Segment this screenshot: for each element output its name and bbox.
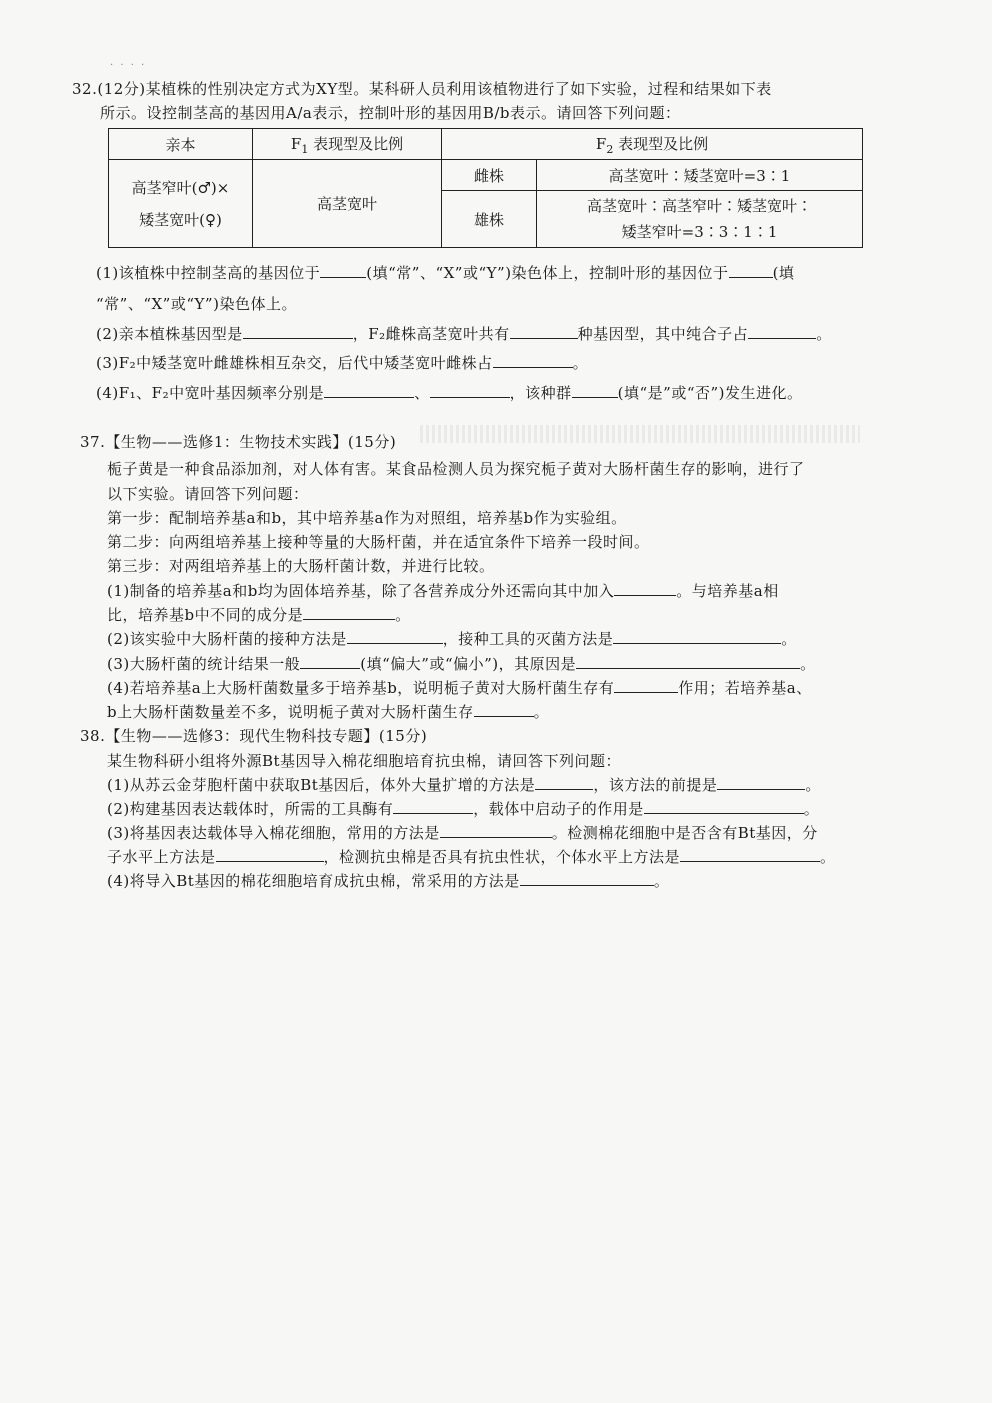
answer-blank[interactable] xyxy=(430,383,510,398)
header-f2: $F_2$ 表现型及比例 xyxy=(442,129,863,160)
parent-male: 高茎窄叶(♂)× xyxy=(131,178,230,197)
cell-female-result: 高茎宽叶∶矮茎宽叶=3∶1 xyxy=(537,160,863,191)
answer-blank[interactable] xyxy=(613,629,781,644)
q38-sub2: (2)构建基因表达载体时，所需的工具酶有 ，载体中启动子的作用是 。 xyxy=(107,800,820,818)
answer-blank[interactable] xyxy=(644,799,804,814)
q37-sub2: (2)该实验中大肠杆菌的接种方法是 ，接种工具的灭菌方法是 。 xyxy=(107,630,797,648)
answer-blank[interactable] xyxy=(300,654,360,669)
header-f1: $F_1$ 表现型及比例 xyxy=(253,129,442,160)
answer-blank[interactable] xyxy=(729,263,773,278)
answer-blank[interactable] xyxy=(320,263,366,278)
q38-intro: 某生物科研小组将外源Bt基因导入棉花细胞培育抗虫棉，请回答下列问题： xyxy=(107,752,622,770)
q38-sub1: (1)从苏云金芽胞杆菌中获取Bt基因后，体外大量扩增的方法是 ，该方法的前提是 。 xyxy=(107,776,821,794)
answer-blank[interactable] xyxy=(216,847,324,862)
cell-male-result xyxy=(537,191,863,248)
cell-female-label: 雌株 xyxy=(442,160,537,191)
answer-blank[interactable] xyxy=(493,353,573,368)
answer-blank[interactable] xyxy=(572,383,618,398)
q32-sub1-cont: “常”、“X”或“Y”)染色体上。 xyxy=(96,295,297,313)
answer-blank[interactable] xyxy=(614,581,676,596)
q37-sub1-cont: 比，培养基b中不同的成分是 。 xyxy=(107,606,411,624)
male-result-line1: 高茎宽叶∶高茎窄叶∶矮茎宽叶∶ xyxy=(586,197,812,215)
answer-blank[interactable] xyxy=(748,324,816,339)
cell-parent xyxy=(109,160,253,248)
answer-blank[interactable] xyxy=(535,775,593,790)
parent-female: 矮茎宽叶(♀) xyxy=(139,210,222,229)
scan-smudge xyxy=(420,425,860,443)
answer-blank[interactable] xyxy=(324,383,414,398)
q37-sub4-cont: b上大肠杆菌数量差不多，说明栀子黄对大肠杆菌生存 。 xyxy=(107,703,550,721)
cell-f1: 高茎宽叶 xyxy=(253,160,442,248)
q38-sub3-cont: 子水平上方法是 ，检测抗虫棉是否具有抗虫性状，个体水平上方法是 。 xyxy=(107,848,836,866)
q37-intro2: 以下实验。请回答下列问题： xyxy=(107,485,309,503)
answer-blank[interactable] xyxy=(243,324,353,339)
q32-line1: 32.(12分)某植株的性别决定方式为XY型。某科研人员利用该植物进行了如下实验，过程和结果如下表 xyxy=(72,80,772,98)
answer-blank[interactable] xyxy=(393,799,473,814)
cell-male-label: 雄株 xyxy=(442,191,537,248)
genetics-table xyxy=(108,128,863,248)
q37-title: 37.【生物——选修1：生物技术实践】(15分) xyxy=(80,433,397,451)
header-parent: 亲本 xyxy=(109,129,253,160)
q37-step1: 第一步：配制培养基a和b，其中培养基a作为对照组，培养基b作为实验组。 xyxy=(107,509,627,527)
q32-sub2: (2)亲本植株基因型是 ，F₂雌株高茎宽叶共有 种基因型，其中纯合子占 。 xyxy=(96,325,832,343)
q32-sub4: (4)F₁、F₂中宽叶基因频率分别是 、 ，该种群 (填“是”或“否”)发生进化。 xyxy=(96,384,803,402)
q38-sub4: (4)将导入Bt基因的棉花细胞培育成抗虫棉，常采用的方法是 。 xyxy=(107,872,670,890)
q38-title: 38.【生物——选修3：现代生物科技专题】(15分) xyxy=(80,727,428,745)
q37-step3: 第三步：对两组培养基上的大肠杆菌计数，并进行比较。 xyxy=(107,557,495,575)
q37-sub4: (4)若培养基a上大肠杆菌数量多于培养基b，说明栀子黄对大肠杆菌生存有 作用；若培养基a、 xyxy=(107,679,812,697)
q38-sub3: (3)将基因表达载体导入棉花细胞，常用的方法是 。检测棉花细胞中是否含有Bt基因，分 xyxy=(107,824,818,842)
answer-blank[interactable] xyxy=(520,871,654,886)
answer-blank[interactable] xyxy=(303,605,395,620)
answer-blank[interactable] xyxy=(680,847,820,862)
q32-sub1: (1)该植株中控制茎高的基因位于 (填“常”、“X”或“Y”)染色体上，控制叶形的基因位于 (填 xyxy=(96,264,795,282)
answer-blank[interactable] xyxy=(576,654,800,669)
answer-blank[interactable] xyxy=(440,823,552,838)
answer-blank[interactable] xyxy=(510,324,578,339)
scan-dots: · · · · xyxy=(110,60,147,71)
answer-blank[interactable] xyxy=(474,702,534,717)
q37-step2: 第二步：向两组培养基上接种等量的大肠杆菌，并在适宜条件下培养一段时间。 xyxy=(107,533,650,551)
male-result-line2: 矮茎窄叶=3∶3∶1∶1 xyxy=(621,223,778,241)
answer-blank[interactable] xyxy=(614,678,678,693)
answer-blank[interactable] xyxy=(717,775,805,790)
q37-sub3: (3)大肠杆菌的统计结果一般 (填“偏大”或“偏小”)，其原因是 。 xyxy=(107,655,816,673)
q32-sub3: (3)F₂中矮茎宽叶雌雄株相互杂交，后代中矮茎宽叶雌株占 。 xyxy=(96,354,589,372)
q32-line2: 所示。设控制茎高的基因用A/a表示，控制叶形的基因用B/b表示。请回答下列问题： xyxy=(100,104,681,122)
answer-blank[interactable] xyxy=(347,629,443,644)
q37-sub1: (1)制备的培养基a和b均为固体培养基，除了各营养成分外还需向其中加入 。与培养基a相 xyxy=(107,582,779,600)
q37-intro1: 栀子黄是一种食品添加剂，对人体有害。某食品检测人员为探究栀子黄对大肠杆菌生存的影响，进行了 xyxy=(107,460,805,478)
